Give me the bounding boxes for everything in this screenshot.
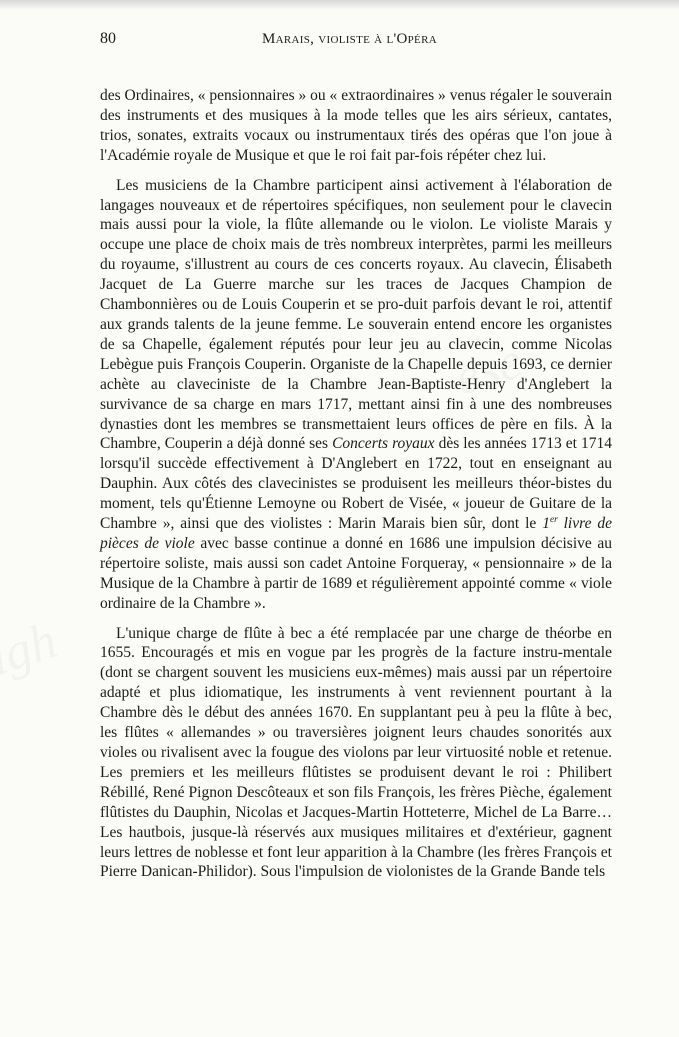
paragraph-2-text-a: Les musiciens de la Chambre participent ainsi activement à l'élaboration de langages nouveaux et de répertoires spécifiques, non seulement pour le clavecin mais aussi pour la viole, la flûte allemande ou le violon. Le violiste Marais y occupe une place de choix mais de très nombreux interprètes, parmi les meilleurs du royaume, s'illustrent au cours de ces concerts royaux. Au clavecin, Élisabeth Jacquet de La Guerre marche sur les traces de Jacques Champion de Chambonnières ou de Louis Couperin et se pro-duit parfois devant le roi, attentif aux grands talents de la jeune femme. Le souverain entend encore les organistes de sa Chapelle, également réputés pour leur jeu au clavecin, comme Nicolas Lebègue puis François Couperin. Organiste de la Chapelle depuis 1693, ce dernier achète au claveciniste de la Chambre Jean-Baptiste-Henry d'Anglebert la survivance de sa charge en mars 1717, mettant ainsi fin à une des nombreuses dynasties dont les membres se transmettaient leurs offices de père en fils. À la Chambre, Couperin a déjà donné ses [100, 176, 612, 453]
paragraph-2-text-b: dès les années 1713 et 1714 lorsqu'il succède effectivement à D'Anglebert en 1722, tout en enseignant au Dauphin. Aux côtés des clavecinistes se produisent les meilleurs théor-bistes du moment, tels qu'Étienne Lemoyne ou Robert de Visée, « joueur de Guitare de la Chambre », ainsi que des violistes : Marin Marais bien sûr, dont le [100, 435, 612, 533]
livre-title-rest: livre de pièces de viole [100, 515, 613, 552]
livre-ordinal: er [549, 514, 558, 525]
paragraph-2-text-c: avec basse continue a donné en 1686 une impulsion décisive au répertoire soliste, mais aussi son cadet Antoine Forqueray, « pensionnaire » de la Musique de la Chambre à partir de 1689 et régulièrement appointé comme « viole ordinaire de la Chambre ». [100, 534, 613, 612]
page-number: 80 [100, 30, 116, 47]
paragraph-3: L'unique charge de flûte à bec a été remplacée par une charge de théorbe en 1655. Encouragés et mis en vogue par les progrès de la facture instru-mentale (dont se chargent souvent les musiciens eux-mêmes) mais aussi par un répertoire adapté et plus idiomatique, les instruments à vent reviennent pourtant à la Chambre dès le début des années 1670. En supplantant peu à peu la flûte à bec, les flûtes « allemandes » ou traversières joignent leurs chaudes sonorités aux violes ou rivalisent avec la fougue des violons par leur virtuosité noble et retenue. Les premiers et les meilleurs flûtistes se produisent devant le roi : Philibert Rébillé, René Pignon Descôteaux et son fils François, les frères Pièche, également flûtistes du Dauphin, Nicolas et Jacques-Martin Hotteterre, Michel de La Barre… Les hautbois, jusque-là réservés aux musiques militaires et d'extérieur, gagnent leurs lettres de noblesse et font leur apparition à la Chambre (les frères François et Pierre Danican-Philidor). Sous l'impulsion de violonistes de la Grande Bande tels [100, 624, 612, 881]
running-head: Marais, violiste à l'Opéra [262, 31, 437, 47]
paragraph-1: des Ordinaires, « pensionnaires » ou « extraordinaires » venus régaler le souverain des instruments et des musiques à la mode telles que les airs sérieux, cantates, trios, sonates, extraits vocaux ou instrumentaux tirés des opéras que l'on joue à l'Académie royale de Musique et que le roi fait par-fois répéter chez lui. [100, 87, 612, 164]
watermark-fragment-left [0, 611, 64, 688]
paragraph-2 [100, 176, 612, 614]
livre-number: 1 [542, 515, 550, 533]
body-text [100, 86, 612, 882]
page-top-shadow [0, 0, 679, 10]
concerts-royaux-title: Concerts royaux [332, 435, 435, 453]
